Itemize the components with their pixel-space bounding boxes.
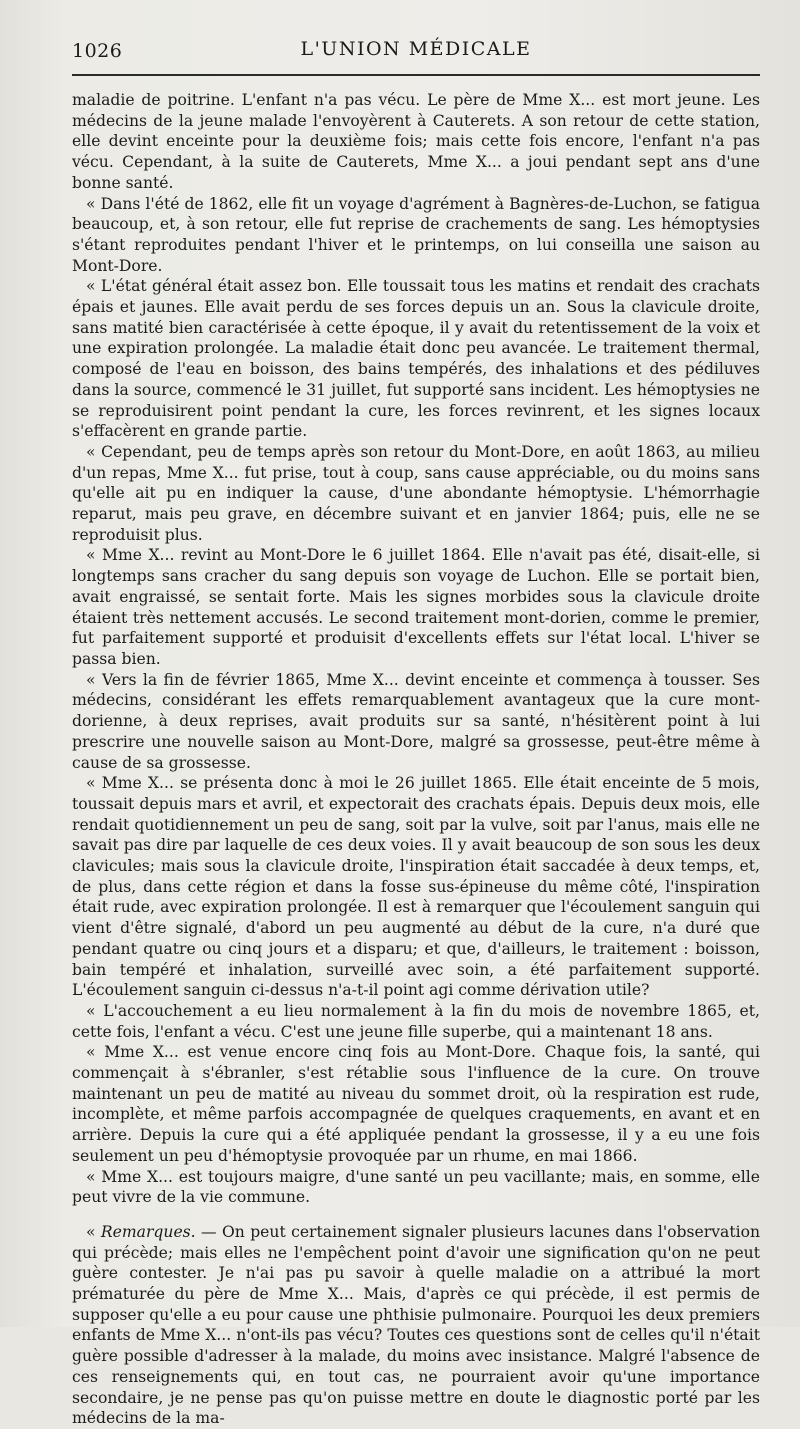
paragraph: « Mme X... se présenta donc à moi le 26 juillet 1865. Elle était enceinte de 5 mois, toussait depuis mars et avril, et expectorait des crachats épais. Depuis deux mois, elle rendait quotidiennement un peu de sang, soit par la vulve, soit par l'anus, mais elle ne savait pas dire par laquelle de ces deux voies. Il y avait beaucoup de son sous les deux clavicules; mais sous la clavicule droite, l'inspiration était saccadée à deux temps, et, de plus, dans cette région et dans la fosse sus-épineuse du même côté, l'inspiration était rude, avec expiration prolongée. Il est à remarquer que l'écoulement sanguin qui vient d'être signalé, d'abord un peu augmenté au début de la cure, n'a duré que pendant quatre ou cinq jours et a disparu; et que, d'ailleurs, le traitement : boisson, bain tempéré et inhalation, surveillé avec soin, a été parfaitement supporté. L'écoulement sanguin ci-dessus n'a-t-il point agi comme dérivation utile? xyxy=(72,774,760,1000)
remarks-section xyxy=(72,1222,760,1429)
paragraph: « L'état général était assez bon. Elle toussait tous les matins et rendait des crachats épais et jaunes. Elle avait perdu de ses forces depuis un an. Sous la clavicule droite, sans matité bien caractérisée à cette époque, il y avait du retentissement de la voix et une expiration prolongée. La maladie était donc peu avancée. Le traitement thermal, composé de l'eau en boisson, des bains tempérés, des inhalations et des pédiluves dans la source, commencé le 31 juillet, fut supporté sans incident. Les hémoptysies ne se reproduisirent point pendant la cure, les forces revinrent, et les signes locaux s'effacèrent en grande partie. xyxy=(72,277,760,441)
remarks-label: Remarques. xyxy=(100,1222,196,1241)
journal-title: L'UNION MÉDICALE xyxy=(300,38,532,60)
paragraph: « Cependant, peu de temps après son retour du Mont-Dore, en août 1863, au milieu d'un repas, Mme X... fut prise, tout à coup, sans cause appréciable, ou du moins sans qu'elle ait pu en indiquer la cause, d'une abondante hémoptysie. L'hémorrhagie reparut, mais peu grave, en décembre suivant et en janvier 1864; puis, elle ne se reproduisit plus. xyxy=(72,442,760,544)
paragraph: « Mme X... est venue encore cinq fois au Mont-Dore. Chaque fois, la santé, qui commençait à s'ébranler, s'est rétablie sous l'influence de la cure. On trouve maintenant un peu de matité au niveau du sommet droit, où la respiration est rude, incomplète, et même parfois accompagnée de quelques craquements, en avant et en arrière. Depuis la cure qui a été appliquée pendant la grossesse, il y a eu une fois seulement un peu d'hémoptysie provoquée par un rhume, en mai 1866. xyxy=(72,1043,760,1165)
remarks-open-quote: « xyxy=(86,1222,101,1241)
paragraph: « Dans l'été de 1862, elle fit un voyage d'agrément à Bagnères-de-Luchon, se fatigua beaucoup, et, à son retour, elle fut reprise de crachements de sang. Les hémoptysies s'étant reproduites pendant l'hiver et le printemps, on lui conseilla une saison au Mont-Dore. xyxy=(72,194,760,275)
paragraph: « Mme X... est toujours maigre, d'une santé un peu vacillante; mais, en somme, elle peut vivre de la vie commune. xyxy=(72,1167,760,1207)
running-header xyxy=(72,38,760,68)
paragraph: « Vers la fin de février 1865, Mme X... devint enceinte et commença à tousser. Ses médecins, considérant les effets remarquablement avantageux que la cure mont-dorienne, à deux reprises, avait produits sur sa santé, n'hésitèrent point à lui prescrire une nouvelle saison au Mont-Dore, malgré sa grossesse, peut-être même à cause de sa grossesse. xyxy=(72,670,760,772)
paragraph: « Mme X... revint au Mont-Dore le 6 juillet 1864. Elle n'avait pas été, disait-elle, si longtemps sans cracher du sang depuis son voyage de Luchon. Elle se portait bien, avait engraissé, se sentait forte. Mais les signes morbides sous la clavicule droite étaient très nettement accusés. Le second traitement mont-dorien, comme le premier, fut parfaitement supporté et produisit d'excellents effets sur l'état local. L'hiver se passa bien. xyxy=(72,546,760,668)
article-body xyxy=(72,90,760,1208)
remarks-text: — On peut certainement signaler plusieurs lacunes dans l'observation qui précède; mais elles ne l'empêchent point d'avoir une signification qu'on ne peut guère contester. Je n'ai pas pu savoir à quelle maladie on a attribué la mort prématurée du père de Mme X... Mais, d'après ce qui précède, il est permis de supposer qu'elle a eu pour cause une phthisie pulmonaire. Pourquoi les deux premiers enfants de Mme X... n'ont-ils pas vécu? Toutes ces questions sont de celles qu'il n'était guère possible d'adresser à la malade, du moins avec insistance. Malgré l'absence de ces renseignements qui, en tout cas, ne pourraient avoir qu'une importance secondaire, je ne pense pas qu'on puisse mettre en doute le diagnostic porté par les médecins de la ma- xyxy=(72,1222,761,1428)
paragraph: « L'accouchement a eu lieu normalement à la fin du mois de novembre 1865, et, cette fois, l'enfant a vécu. C'est une jeune fille superbe, qui a maintenant 18 ans. xyxy=(72,1001,760,1041)
page-number: 1026 xyxy=(72,40,123,62)
header-rule xyxy=(72,74,760,76)
paragraph: maladie de poitrine. L'enfant n'a pas vécu. Le père de Mme X... est mort jeune. Les médecins de la jeune malade l'envoyèrent à Cauterets. A son retour de cette station, elle devint enceinte pour la deuxième fois; mais cette fois encore, l'enfant n'a pas vécu. Cependant, à la suite de Cauterets, Mme X... a joui pendant sept ans d'une bonne santé. xyxy=(72,91,760,192)
remarks-paragraph xyxy=(72,1222,760,1429)
